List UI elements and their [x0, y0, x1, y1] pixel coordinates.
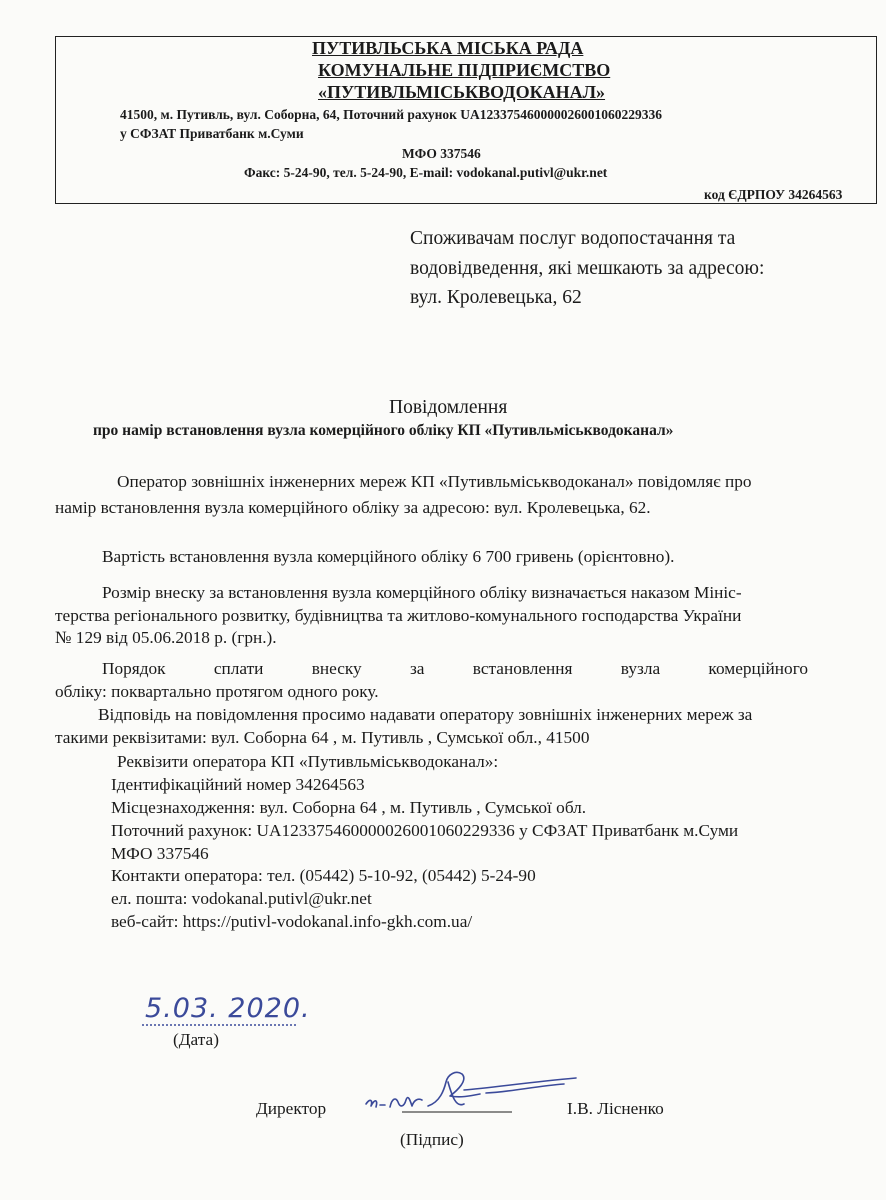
requisites-mfo: МФО 337546: [111, 844, 209, 863]
date-label: (Дата): [173, 1030, 219, 1049]
requisites-id: Ідентифікаційний номер 34264563: [111, 775, 365, 794]
letterhead-edrpou: код ЄДРПОУ 34264563: [704, 187, 843, 202]
letterhead-council: ПУТИВЛЬСЬКА МІСЬКА РАДА: [312, 38, 584, 58]
signatory-name: І.В. Лісненко: [567, 1099, 664, 1118]
handwritten-signature: [340, 1060, 590, 1120]
p3-line-3: № 129 від 05.06.2018 р. (грн.).: [55, 628, 277, 647]
letterhead-address: 41500, м. Путивль, вул. Соборна, 64, Поточний рахунок UA123375460000026001060229336: [120, 107, 663, 122]
date-underline: [140, 1022, 300, 1028]
requisites-website: веб-сайт: https://putivl-vodokanal.info-gkh.com.ua/: [111, 912, 473, 931]
p3-line-2: терства регіонального розвитку, будівництва та житлово-комунального господарства України: [55, 606, 742, 625]
p3-line-1: Розмір внеску за встановлення вузла комерційного обліку визначається наказом Мініс-: [102, 583, 742, 602]
p4-line-2: обліку: поквартально протягом одного року.: [55, 682, 379, 701]
signatory-role: Директор: [256, 1099, 327, 1118]
document-subtitle: про намір встановлення вузла комерційного обліку КП «Путивльміськводоканал»: [93, 422, 674, 439]
letterhead-mfo: МФО 337546: [402, 146, 481, 161]
addressee-line-1: Споживачам послуг водопостачання та: [410, 228, 736, 249]
p1-line-2: намір встановлення вузла комерційного обліку за адресою: вул. Кролевецька, 62.: [55, 498, 651, 517]
letterhead-enterprise-name: «ПУТИВЛЬМІСЬКВОДОКАНАЛ»: [318, 82, 606, 102]
letterhead-contacts: Факс: 5-24-90, тел. 5-24-90, E-mail: vodokanal.putivl@ukr.net: [244, 165, 608, 180]
p5-line-2: такими реквізитами: вул. Соборна 64 , м. Путивль , Сумської обл., 41500: [55, 728, 590, 747]
addressee-line-2: водовідведення, які мешкають за адресою:: [410, 258, 765, 279]
letterhead-enterprise-type: КОМУНАЛЬНЕ ПІДПРИЄМСТВО: [318, 60, 611, 80]
p2-cost: Вартість встановлення вузла комерційного обліку 6 700 гривень (орієнтовно).: [102, 547, 675, 566]
letterhead-bank: у СФЗАТ Приватбанк м.Суми: [120, 126, 304, 141]
requisites-header: Реквізити оператора КП «Путивльміськводоканал»:: [117, 752, 499, 771]
p1-line-1: Оператор зовнішніх інженерних мереж КП «Путивльміськводоканал» повідомляє про: [117, 472, 752, 491]
handwritten-date: 5.03. 2020.: [145, 993, 311, 1024]
requisites-location: Місцезнаходження: вул. Соборна 64 , м. Путивль , Сумської обл.: [111, 798, 587, 817]
requisites-account: Поточний рахунок: UA123375460000026001060229336 у СФЗАТ Приватбанк м.Суми: [111, 821, 739, 840]
requisites-email: ел. пошта: vodokanal.putivl@ukr.net: [111, 889, 372, 908]
document-title: Повідомлення: [389, 397, 508, 418]
requisites-contacts: Контакти оператора: тел. (05442) 5-10-92, (05442) 5-24-90: [111, 866, 536, 885]
addressee-line-3: вул. Кролевецька, 62: [410, 287, 582, 308]
signature-label: (Підпис): [400, 1130, 464, 1149]
p4-line-1: Порядок сплати внеску за встановлення вузла комерційного: [102, 659, 808, 678]
p5-line-1: Відповідь на повідомлення просимо надавати оператору зовнішніх інженерних мереж за: [98, 705, 753, 724]
